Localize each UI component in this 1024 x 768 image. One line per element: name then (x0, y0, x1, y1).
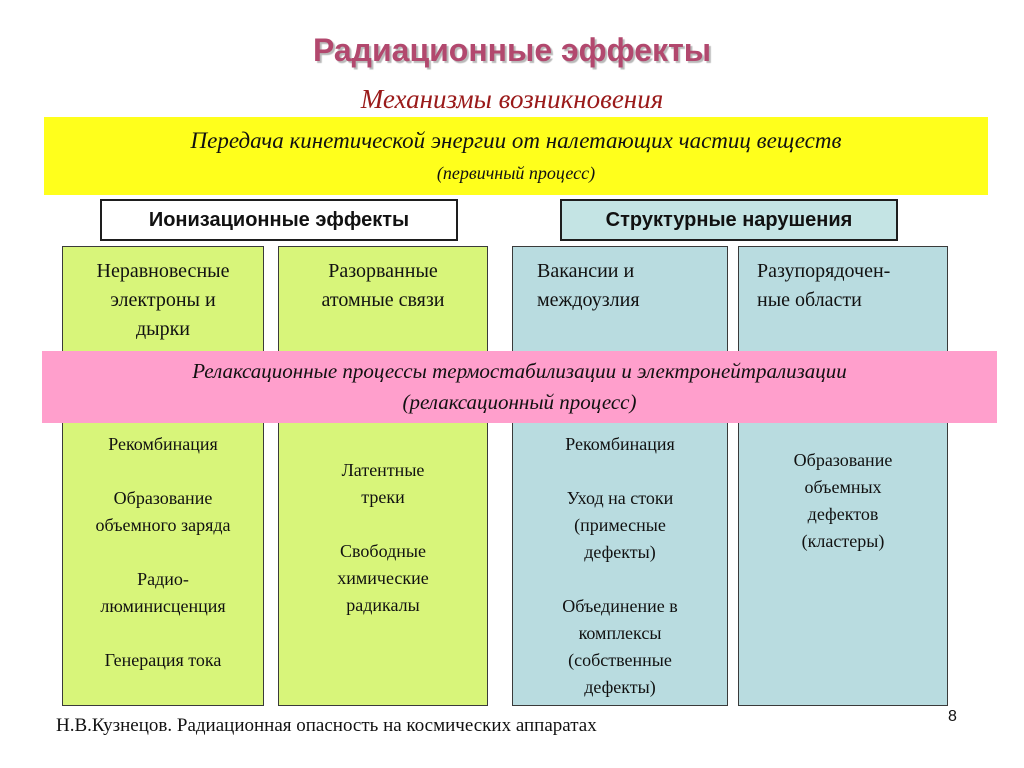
category-structural: Структурные нарушения (560, 199, 898, 241)
column-heading: Разупорядочен- ные области (757, 260, 891, 311)
column-effects (279, 457, 487, 619)
relaxation-process-box (42, 351, 997, 423)
primary-process-label: (первичный процесс) (436, 163, 596, 183)
column-effects (739, 447, 947, 555)
slide-title: Радиационные эффекты (312, 32, 712, 68)
column-disordered-regions (738, 246, 948, 706)
column-vacancies (512, 246, 728, 706)
effect-item: Радио- люминисценция (100, 569, 226, 616)
effect-item: Латентные треки (341, 460, 425, 507)
column-nonequilibrium-carriers (62, 246, 264, 706)
primary-process-text: Передача кинетической энергии от налетающих частиц веществ (190, 128, 842, 153)
column-effects (513, 431, 727, 701)
effect-item: Свободные химические радикалы (337, 541, 429, 615)
effect-item: Образование объемных дефектов (кластеры) (793, 450, 893, 551)
relaxation-process-label: (релаксационный процесс) (402, 390, 637, 414)
page-number: 8 (948, 708, 957, 725)
effect-item: Уход на стоки (примесные дефекты) (566, 488, 674, 562)
effect-item: Рекомбинация (565, 434, 675, 454)
effect-item: Рекомбинация (108, 434, 218, 454)
primary-process-box (44, 117, 988, 195)
effect-item: Объединение в комплексы (собственные дефекты) (562, 596, 678, 697)
category-ionization: Ионизационные эффекты (100, 199, 458, 241)
slide-subtitle: Механизмы возникновения (360, 84, 664, 114)
relaxation-process-text: Релаксационные процессы термостабилизации и электронейтрализации (192, 359, 847, 383)
column-heading: Вакансии и междоузлия (537, 260, 640, 311)
column-heading: Разорванные атомные связи (321, 260, 445, 311)
effect-item: Образование объемного заряда (95, 488, 231, 535)
column-effects (63, 431, 263, 674)
column-broken-bonds (278, 246, 488, 706)
column-heading: Неравновесные электроны и дырки (96, 260, 230, 340)
effect-item: Генерация тока (104, 650, 222, 670)
footer-citation: Н.В.Кузнецов. Радиационная опасность на космических аппаратах (56, 715, 597, 736)
